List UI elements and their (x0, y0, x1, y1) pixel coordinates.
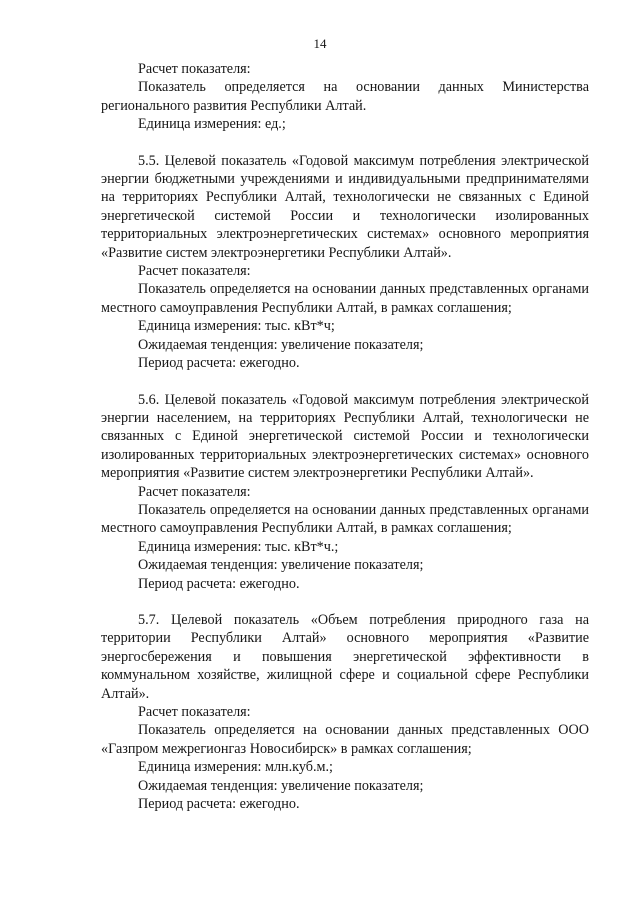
unit-text: Единица измерения: млн.куб.м.; (138, 759, 333, 776)
calc-heading: Расчет показателя: (138, 263, 251, 280)
document-body (101, 60, 589, 813)
unit-text: Единица измерения: тыс. кВт*ч; (138, 318, 335, 335)
section-5-6 (101, 391, 589, 593)
calc-heading: Расчет показателя: (138, 61, 251, 77)
trend-text: Ожидаемая тенденция: увеличение показателя; (138, 557, 424, 574)
period-text: Период расчета: ежегодно. (138, 355, 300, 372)
calc-text: Показатель определяется на основании данных Министерства регионального развития Республики Алтай. (101, 79, 589, 114)
calc-heading: Расчет показателя: (138, 704, 251, 720)
section-gap (101, 593, 589, 611)
section-title: 5.7. Целевой показатель «Объем потребления природного газа на территории Республики Алтай» основного мероприятия «Развитие энергосбережения и повышения энергетической эффективности в коммунальном хозяйстве, жилищной сфере и социальной сфере Республики Алтай». (101, 611, 589, 702)
period-text: Период расчета: ежегодно. (138, 796, 300, 813)
calc-heading: Расчет показателя: (138, 483, 251, 500)
trend-text: Ожидаемая тенденция: увеличение показателя; (138, 336, 424, 353)
unit-text: Единица измерения: тыс. кВт*ч.; (138, 538, 339, 555)
section-gap (101, 134, 589, 152)
section-5-5 (101, 152, 589, 373)
calc-text: Показатель определяется на основании данных представленных органами местного самоуправления Республики Алтай, в рамках соглашения; (101, 501, 589, 537)
calc-text: Показатель определяется на основании данных представленных органами местного самоуправления Республики Алтай, в рамках соглашения; (101, 281, 589, 316)
section-gap (101, 373, 589, 391)
unit-text: Единица измерения: ед.; (138, 116, 286, 133)
page-number: 14 (313, 36, 327, 51)
section-title: 5.6. Целевой показатель «Годовой максимум потребления электрической энергии населением, на территориях Республики Алтай, технологически не связанных с Единой энергетической системой России и технологически изолированных территориальных электроэнергетических системах» основного мероприятия «Развитие систем электроэнергетики Республики Алтай». (101, 391, 589, 482)
section-5-7 (101, 611, 589, 813)
period-text: Период расчета: ежегодно. (138, 575, 300, 592)
calc-text: Показатель определяется на основании данных представленных ООО «Газпром межрегионгаз Новосибирск» в рамках соглашения; (101, 722, 589, 757)
trend-text: Ожидаемая тенденция: увеличение показателя; (138, 777, 424, 794)
section-title: 5.5. Целевой показатель «Годовой максимум потребления электрической энергии бюджетными учреждениями и индивидуальными предпринимателями на территориях Республики Алтай, технологически не связанных с Единой энергетической системой России и технологически изолированных территориальных электроэнергетических системах» основного мероприятия «Развитие систем электроэнергетики Республики Алтай». (101, 152, 589, 261)
